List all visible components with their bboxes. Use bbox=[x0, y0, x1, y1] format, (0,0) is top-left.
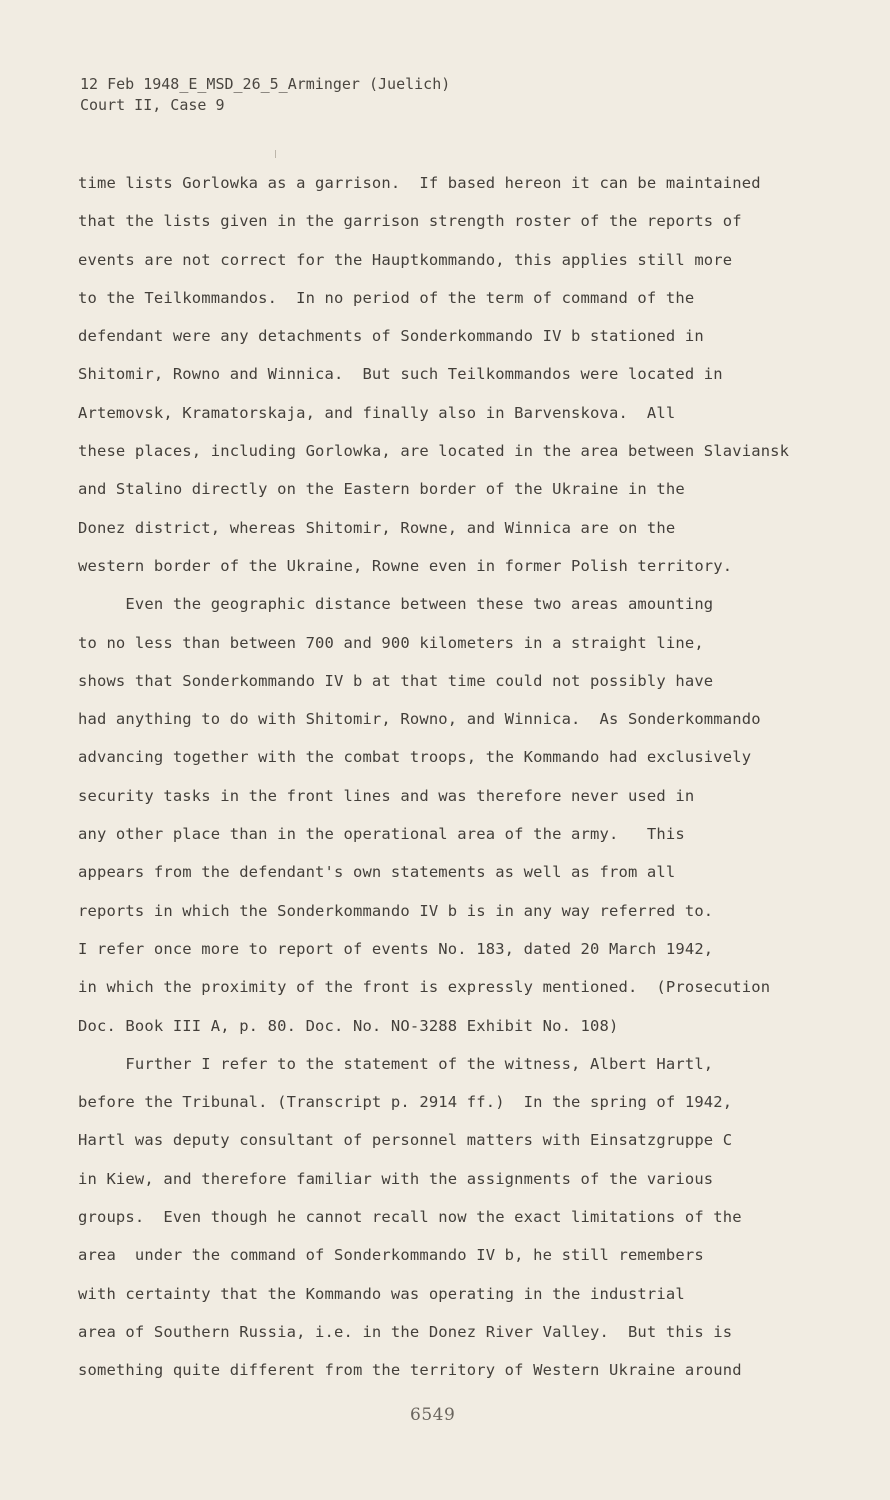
text-line: these places, including Gorlowka, are located in the area between Slaviansk bbox=[78, 442, 790, 461]
text-line: in Kiew, and therefore familiar with the assignments of the various bbox=[78, 1169, 714, 1188]
text-line: had anything to do with Shitomir, Rowno, and Winnica. As Sonderkommando bbox=[78, 710, 761, 729]
text-line: appears from the defendant's own statements as well as from all bbox=[78, 863, 676, 882]
document-header bbox=[80, 74, 450, 116]
text-line: area of Southern Russia, i.e. in the Donez River Valley. But this is bbox=[78, 1322, 733, 1341]
text-line: western border of the Ukraine, Rowne even in former Polish territory. bbox=[78, 556, 733, 575]
header-line-2: Court II, Case 9 bbox=[80, 96, 225, 114]
text-line: I refer once more to report of events No. 183, dated 20 March 1942, bbox=[78, 939, 714, 958]
text-line: reports in which the Sonderkommando IV b is in any way referred to. bbox=[78, 901, 714, 920]
text-line: time lists Gorlowka as a garrison. If based hereon it can be maintained bbox=[78, 174, 761, 192]
text-line: before the Tribunal. (Transcript p. 2914 ff.) In the spring of 1942, bbox=[78, 1093, 733, 1112]
text-line: events are not correct for the Hauptkommando, this applies still more bbox=[78, 250, 733, 269]
text-line: shows that Sonderkommando IV b at that time could not possibly have bbox=[78, 671, 714, 690]
text-line: and Stalino directly on the Eastern border of the Ukraine in the bbox=[78, 480, 685, 499]
text-line: Donez district, whereas Shitomir, Rowne, and Winnica are on the bbox=[78, 518, 676, 537]
text-line: in which the proximity of the front is expressly mentioned. (Prosecution bbox=[78, 978, 771, 997]
text-line: Artemovsk, Kramatorskaja, and finally also in Barvenskova. All bbox=[78, 403, 676, 422]
text-line: something quite different from the territory of Western Ukraine around bbox=[78, 1361, 742, 1380]
text-line: area under the command of Sonderkommando IV b, he still remembers bbox=[78, 1246, 704, 1265]
text-line: to the Teilkommandos. In no period of the term of command of the bbox=[78, 288, 695, 307]
text-line: defendant were any detachments of Sonderkommando IV b stationed in bbox=[78, 327, 704, 346]
margin-mark bbox=[275, 150, 276, 158]
text-line: groups. Even though he cannot recall now the exact limitations of the bbox=[78, 1208, 742, 1227]
text-line: Shitomir, Rowno and Winnica. But such Teilkommandos were located in bbox=[78, 365, 723, 384]
text-line: to no less than between 700 and 900 kilometers in a straight line, bbox=[78, 633, 704, 652]
text-line: any other place than in the operational area of the army. This bbox=[78, 825, 685, 844]
header-line-1: 12 Feb 1948_E_MSD_26_5_Arminger (Juelich) bbox=[80, 75, 451, 93]
text-line: Further I refer to the statement of the witness, Albert Hartl, bbox=[78, 1054, 714, 1073]
text-line: with certainty that the Kommando was operating in the industrial bbox=[78, 1284, 685, 1303]
body-text bbox=[78, 170, 813, 1396]
text-line: Doc. Book III A, p. 80. Doc. No. NO-3288 Exhibit No. 108) bbox=[78, 1016, 619, 1035]
page-number: 6549 bbox=[410, 1405, 456, 1425]
text-line: security tasks in the front lines and was therefore never used in bbox=[78, 786, 695, 805]
text-line: that the lists given in the garrison strength roster of the reports of bbox=[78, 212, 742, 231]
text-line: advancing together with the combat troops, the Kommando had exclusively bbox=[78, 748, 752, 767]
text-line: Even the geographic distance between these two areas amounting bbox=[78, 595, 714, 614]
text-line: Hartl was deputy consultant of personnel matters with Einsatzgruppe C bbox=[78, 1131, 733, 1150]
